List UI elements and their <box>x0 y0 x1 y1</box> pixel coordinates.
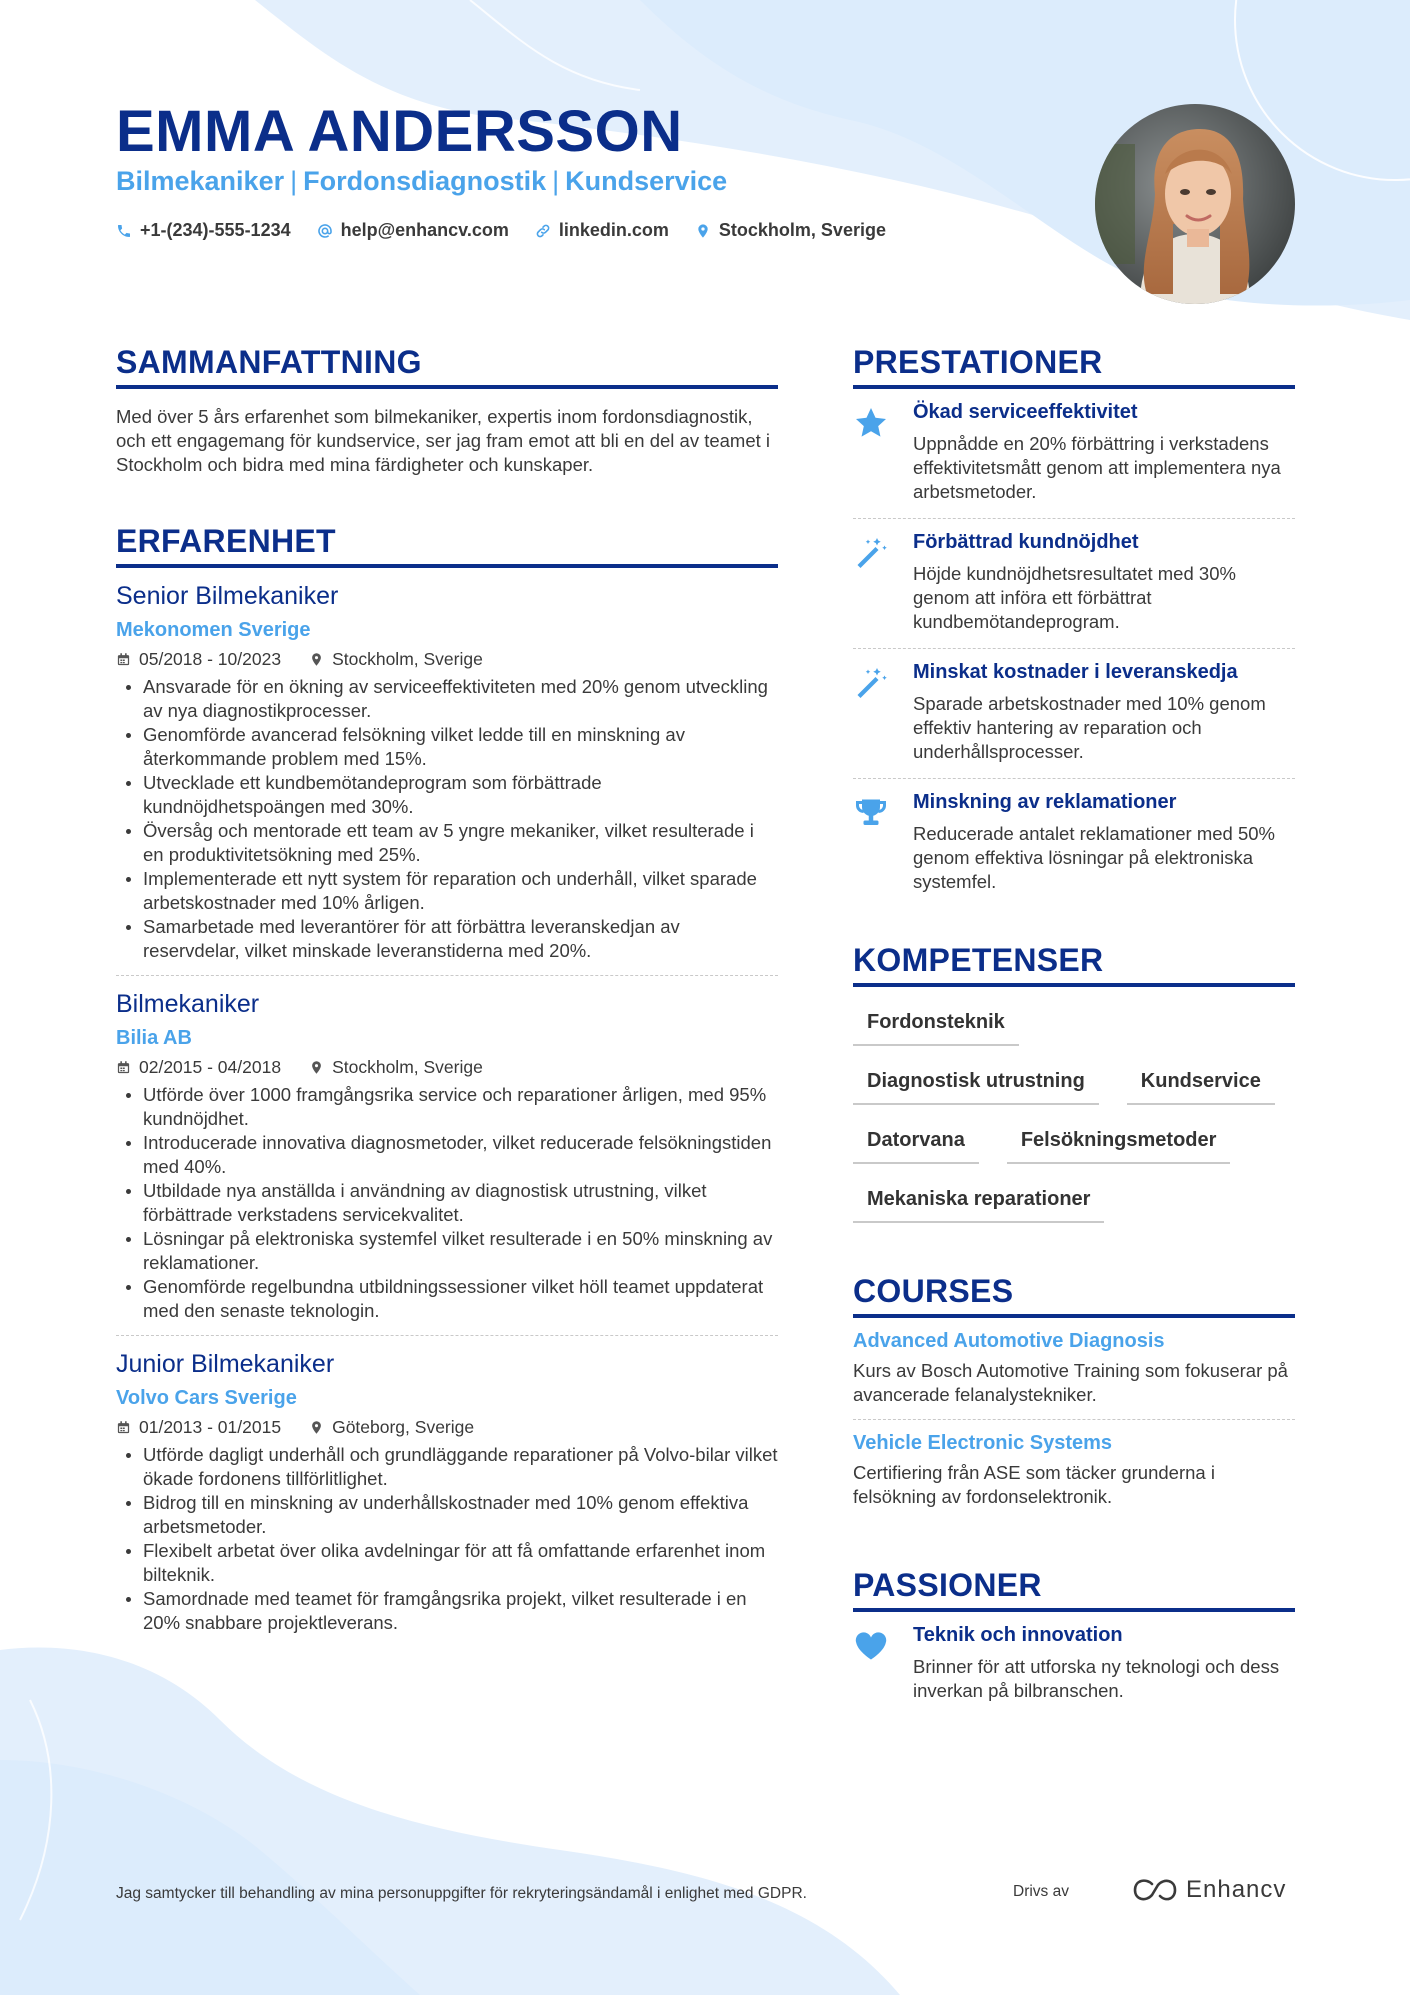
job-dates <box>116 1417 281 1438</box>
at-icon <box>317 223 333 239</box>
brand-text: Enhancv <box>1186 1876 1287 1903</box>
experience-section <box>116 523 778 1647</box>
job-dates-text: 01/2013 - 01/2015 <box>139 1417 282 1437</box>
magic-wand-icon <box>853 535 889 571</box>
skill-tag: Felsökningsmetoder <box>1007 1119 1231 1164</box>
contact-email[interactable] <box>317 220 509 241</box>
link-icon <box>535 223 551 239</box>
achievement-desc: Sparade arbetskostnader med 10% genom effektiv hantering av reparation och underhållsprocesser. <box>913 693 1266 762</box>
company-name: Bilia AB <box>116 1027 192 1049</box>
bullet-item: Utförde dagligt underhåll och grundläggande reparationer på Volvo-bilar vilket ökade fordonens tillförlitlighet. <box>116 1443 778 1491</box>
job-location-text: Göteborg, Sverige <box>332 1417 475 1437</box>
section-title-skills: KOMPETENSER <box>853 942 1295 987</box>
passion-desc: Brinner för att utforska ny teknologi och dess inverkan på bilbranschen. <box>913 1656 1280 1701</box>
achievement-title: Minskning av reklamationer <box>913 791 1177 813</box>
skill-tag: Kundservice <box>1127 1060 1275 1105</box>
achievement-item <box>853 649 1295 779</box>
achievements-section <box>853 344 1295 908</box>
company-name: Volvo Cars Sverige <box>116 1387 297 1409</box>
job-bullets <box>116 675 778 963</box>
bullet-item: Genomförde regelbundna utbildningssessioner vilket höll teamet uppdaterat med den senaste teknologin. <box>116 1275 778 1323</box>
job-meta <box>116 1057 778 1078</box>
passions-section <box>853 1567 1295 1717</box>
bullet-item: Lösningar på elektroniska systemfel vilket resulterade i en 50% minskning av reklamationer. <box>116 1227 778 1275</box>
bullet-item: Utförde över 1000 framgångsrika service och reparationer årligen, med 95% kundnöjdhet. <box>116 1083 778 1131</box>
bullet-item: Flexibelt arbetat över olika avdelningar för att få omfattande erfarenhet inom bilteknik. <box>116 1539 778 1587</box>
phone-text: +1-(234)-555-1234 <box>140 220 291 240</box>
bullet-item: Implementerade ett nytt system för reparation och underhåll, vilket sparade arbetskostnader med 10% årligen. <box>116 867 778 915</box>
phone-icon <box>116 223 132 239</box>
achievement-desc: Höjde kundnöjdhetsresultatet med 30% genom att införa ett förbättrat kundbemötandeprogram. <box>913 563 1236 632</box>
location-text: Stockholm, Sverige <box>718 220 886 240</box>
contact-linkedin[interactable] <box>535 220 669 241</box>
course-desc: Kurs av Bosch Automotive Training som fokuserar på avancerade felanalystekniker. <box>853 1360 1288 1405</box>
passion-title: Teknik och innovation <box>913 1624 1123 1646</box>
map-pin-icon <box>695 223 711 239</box>
course-title: Vehicle Electronic Systems <box>853 1432 1113 1454</box>
courses-section <box>853 1273 1295 1521</box>
job-location <box>309 649 483 670</box>
left-column <box>116 344 778 1647</box>
achievement-item <box>853 779 1295 908</box>
job-entry <box>116 1350 778 1647</box>
map-pin-icon <box>309 652 324 667</box>
profile-photo <box>1095 104 1295 304</box>
summary-text: Med över 5 års erfarenhet som bilmekaniker, expertis inom fordonsdiagnostik, och ett engagemang för kundservice, ser jag fram emot att bli en del av teamet i Stockholm och bidra med mina färdigheter och kunskaper. <box>116 406 771 475</box>
section-title-passions: PASSIONER <box>853 1567 1295 1612</box>
achievement-title: Förbättrad kundnöjdhet <box>913 531 1139 553</box>
linkedin-text: linkedin.com <box>558 220 669 240</box>
contact-bar <box>116 220 886 241</box>
gdpr-consent: Jag samtycker till behandling av mina personuppgifter för rekryteringsändamål i enlighet med GDPR. <box>116 1885 807 1902</box>
bullet-item: Ansvarade för en ökning av serviceeffektiviteten med 20% genom utveckling av nya diagnostikprocesser. <box>116 675 778 723</box>
job-bullets <box>116 1443 778 1635</box>
job-meta <box>116 649 778 670</box>
passion-item <box>853 1612 1295 1717</box>
company-name: Mekonomen Sverige <box>116 619 311 641</box>
job-location-text: Stockholm, Sverige <box>332 1057 483 1077</box>
bullet-item: Utvecklade ett kundbemötandeprogram som förbättrade kundnöjdhetspoängen med 30%. <box>116 771 778 819</box>
job-dates-text: 02/2015 - 04/2018 <box>139 1057 282 1077</box>
headline-item: Fordonsdiagnostik <box>303 166 547 196</box>
achievement-desc: Reducerade antalet reklamationer med 50% genom effektiva lösningar på elektroniska systemfel. <box>913 823 1275 892</box>
map-pin-icon <box>309 1420 324 1435</box>
bullet-item: Översåg och mentorade ett team av 5 yngre mekaniker, vilket resulterade i en produktivitetsökning med 25%. <box>116 819 778 867</box>
headline-item: Bilmekaniker <box>116 166 285 196</box>
enhancv-logo-icon <box>1132 1878 1178 1902</box>
heart-icon <box>853 1628 889 1664</box>
contact-location <box>695 220 886 241</box>
course-item <box>853 1318 1295 1420</box>
powered-by: Drivs av <box>1013 1883 1069 1900</box>
skills-section <box>853 942 1295 1237</box>
achievement-desc: Uppnådde en 20% förbättring i verkstadens effektivitetsmått genom att implementera nya arbetsmetoder. <box>913 433 1281 502</box>
contact-phone[interactable] <box>116 220 291 241</box>
email-text: help@enhancv.com <box>340 220 509 240</box>
job-meta <box>116 1417 778 1438</box>
section-title-experience: ERFARENHET <box>116 523 778 568</box>
headline-separator: | <box>552 166 560 196</box>
enhancv-brand[interactable] <box>1132 1876 1286 1904</box>
bullet-item: Utbildade nya anställda i användning av diagnostisk utrustning, vilket förbättrade verkstadens servicekvalitet. <box>116 1179 778 1227</box>
calendar-icon <box>116 1420 131 1435</box>
bullet-item: Genomförde avancerad felsökning vilket ledde till en minskning av återkommande problem med 15%. <box>116 723 778 771</box>
job-dates <box>116 649 281 670</box>
right-column <box>853 344 1295 1717</box>
skill-tag: Datorvana <box>853 1119 979 1164</box>
job-location <box>309 1417 474 1438</box>
headline-item: Kundservice <box>565 166 728 196</box>
skill-tag: Mekaniska reparationer <box>853 1178 1104 1223</box>
section-title-courses: COURSES <box>853 1273 1295 1318</box>
candidate-name: EMMA ANDERSSON <box>116 99 683 164</box>
calendar-icon <box>116 1060 131 1075</box>
job-dates <box>116 1057 281 1078</box>
star-icon <box>853 405 889 441</box>
achievement-item <box>853 519 1295 649</box>
job-dates-text: 05/2018 - 10/2023 <box>139 649 282 669</box>
trophy-icon <box>853 795 889 831</box>
skill-tag: Fordonsteknik <box>853 1001 1019 1046</box>
headline-separator: | <box>290 166 298 196</box>
bullet-item: Samordnade med teamet för framgångsrika projekt, vilket resulterade i en 20% snabbare projektleverans. <box>116 1587 778 1635</box>
skill-tag: Diagnostisk utrustning <box>853 1060 1099 1105</box>
map-pin-icon <box>309 1060 324 1075</box>
job-entry <box>116 582 778 976</box>
headline <box>116 166 727 197</box>
section-title-summary: SAMMANFATTNING <box>116 344 778 389</box>
summary-section <box>116 344 778 477</box>
course-item <box>853 1420 1295 1521</box>
achievement-item <box>853 389 1295 519</box>
job-location <box>309 1057 483 1078</box>
job-location-text: Stockholm, Sverige <box>332 649 483 669</box>
job-title: Bilmekaniker <box>116 990 260 1018</box>
job-title: Junior Bilmekaniker <box>116 1350 335 1378</box>
bullet-item: Introducerade innovativa diagnosmetoder, vilket reducerade felsökningstiden med 40%. <box>116 1131 778 1179</box>
job-entry <box>116 990 778 1336</box>
bullet-item: Samarbetade med leverantörer för att förbättra leveranskedjan av reservdelar, vilket minskade leveranstiderna med 20%. <box>116 915 778 963</box>
skills-list <box>853 1001 1295 1237</box>
job-title: Senior Bilmekaniker <box>116 582 339 610</box>
job-bullets <box>116 1083 778 1323</box>
achievement-title: Ökad serviceeffektivitet <box>913 401 1138 423</box>
magic-wand-icon <box>853 665 889 701</box>
section-title-achievements: PRESTATIONER <box>853 344 1295 389</box>
achievement-title: Minskat kostnader i leveranskedja <box>913 661 1238 683</box>
calendar-icon <box>116 652 131 667</box>
course-title: Advanced Automotive Diagnosis <box>853 1330 1165 1352</box>
bullet-item: Bidrog till en minskning av underhållskostnader med 10% genom effektiva arbetsmetoder. <box>116 1491 778 1539</box>
course-desc: Certifiering från ASE som täcker grunderna i felsökning av fordonselektronik. <box>853 1462 1215 1507</box>
